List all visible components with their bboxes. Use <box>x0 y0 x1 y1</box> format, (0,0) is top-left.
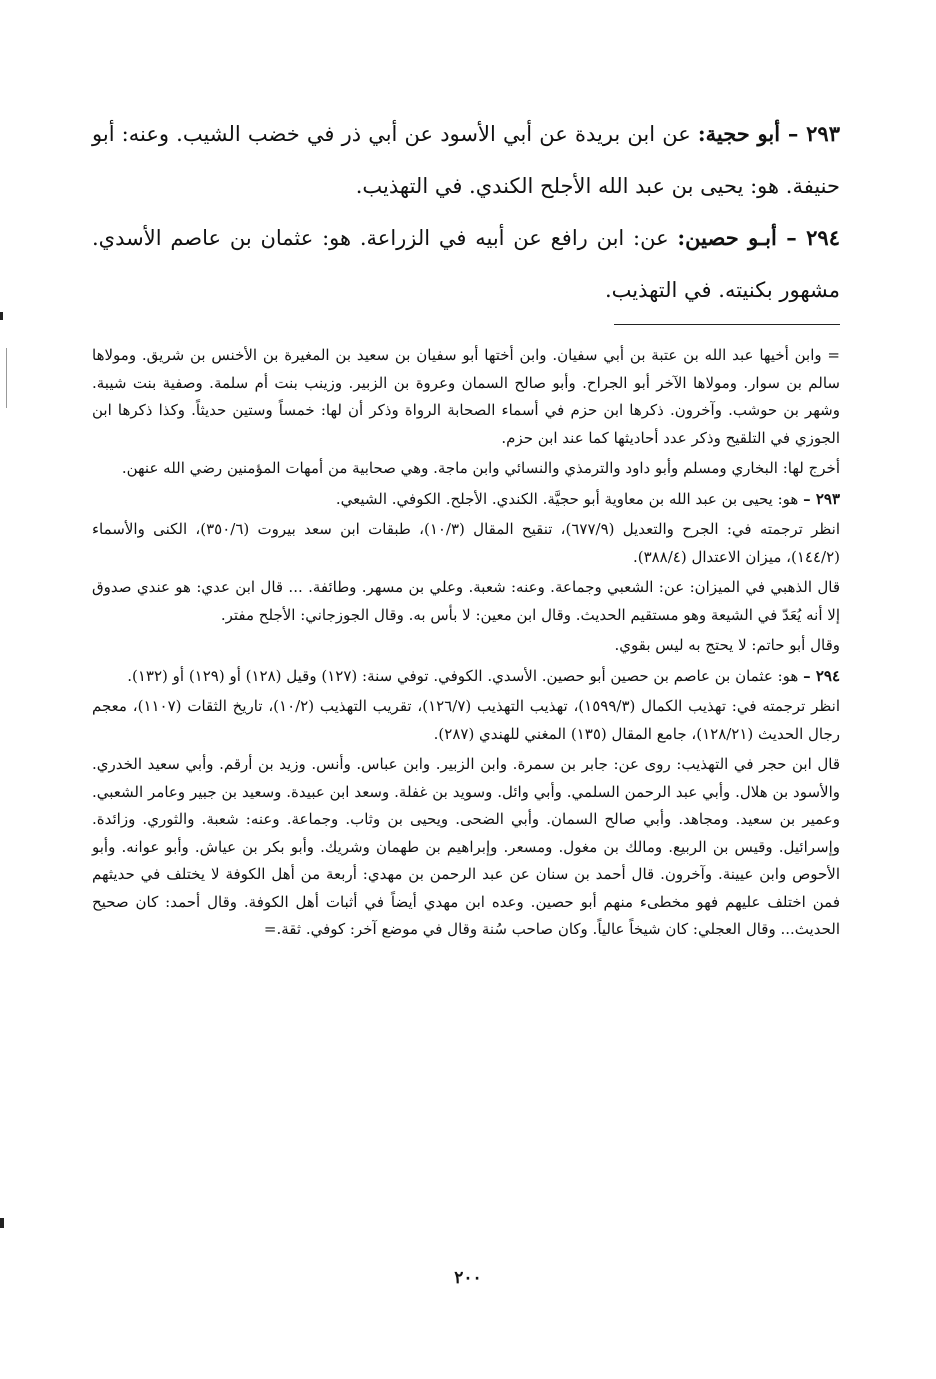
footnote-paragraph <box>92 455 840 483</box>
scan-mark <box>0 312 3 320</box>
entry-number: ٢٩٣ <box>806 121 840 146</box>
footnote-text: انظر ترجمته في: الجرح والتعديل (٦٧٧/٩)، تنقيح المقال (١٠/٣)، طبقات ابن سعد بيروت (٣٥٠/٦)، الكنى والأسماء (١٤٤/٢)، ميزان الاعتدال (٣٨٨/٤). <box>92 520 840 566</box>
footnote-294 <box>92 663 840 691</box>
footnote-number: ٢٩٤ – <box>803 666 840 685</box>
footnote-number: ٢٩٣ – <box>803 489 840 508</box>
entry-number: ٢٩٤ <box>806 225 840 250</box>
scan-mark <box>6 348 7 408</box>
footnote-paragraph <box>92 342 840 452</box>
footnote-293 <box>92 486 840 514</box>
main-entries <box>92 108 840 316</box>
entry-294 <box>92 212 840 316</box>
entry-text: عن: ابن رافع عن أبيه في الزراعة. هو: عثمان بن عاصم الأسدي. مشهور بكنيته. في التهذيب. <box>92 226 840 302</box>
entry-dash: – <box>776 225 807 250</box>
footnote-text: = وابن أخيها عبد الله بن عتبة بن أبي سفيان. وابن أختها أبو سفيان بن سعيد بن المغيرة بن الأخنس بن شريق. ومولاها سالم بن سوار. ومولاها الآخر أبو الجراح. وأبو صالح السمان وعروة بن الزبير. وزينب بنت أم سلمة. وصفية بنت شيبة. وشهر بن حوشب. وآخرون. ذكرها ابن حزم في أسماء الصحابة الرواة وذكر أن لها: خمساً وستين حديثاً. وكذا ذكرها ابن الجوزي في التلقيح وذكر عدد أحاديثها كما عند ابن حزم. <box>92 346 840 447</box>
footnote-text: قال ابن حجر في التهذيب: روى عن: جابر بن سمرة. وابن الزبير. وابن عباس. وأنس. وزيد بن أرقم. وأبي سعيد الخدري. والأسود بن هلال. وأبي عبد الرحمن السلمي. وأبي وائل. وسويد بن غفلة. وسعد ابن عبيدة. وسعيد بن جبير وعامر الشعبي. وعمير بن سعيد. ومجاهد. وأبي صالح السمان. وأبي الضحى. ويحيى بن وثاب. وجماعة. وعنه: شعبة. والثوري. وزائدة. وإسرائيل. وقيس بن الربيع. ومالك بن مغول. ومسعر. وإبراهيم بن طهمان وشريك. وأبو بكر بن عياش. وأبو عوانه. وأبو الأحوص وابن عيينة. وآخرون. قال أحمد بن سنان عن عبد الرحمن بن مهدي: أربعة من أهل الكوفة لا يختلف في حديثهم فمن اختلف عليهم فهو مخطىء منهم أبو حصين. وعده ابن مهدي أيضاً في أثبات أهل الكوفة. وقال أحمد: كان صحيح الحديث... وقال العجلي: كان شيخاً عالياً. وكان صاحب سُنة وقال في موضع آخر: كوفي. ثقة.= <box>92 755 840 938</box>
entry-name: أبـو حصين: <box>677 225 777 250</box>
entry-text: عن ابن بريدة عن أبي الأسود عن أبي ذر في خضب الشيب. وعنه: أبو حنيفة. هو: يحيى بن عبد الله الأجلح الكندي. في التهذيب. <box>92 122 840 198</box>
footnote-separator <box>614 324 840 325</box>
footnote-paragraph <box>92 751 840 944</box>
footnotes <box>92 342 840 947</box>
footnote-text: هو: يحيى بن عبد الله بن معاوية أبو حجيَّة. الكندي. الأجلح. الكوفي. الشيعي. <box>335 489 804 508</box>
page-number: ٢٠٠ <box>454 1268 482 1288</box>
entry-dash: – <box>780 121 807 146</box>
entry-293 <box>92 108 840 212</box>
scan-mark <box>0 1218 4 1228</box>
entry-name: أبو حجية: <box>697 121 781 146</box>
footnote-paragraph <box>92 574 840 629</box>
footnote-text: انظر ترجمته في: تهذيب الكمال (١٥٩٩/٣)، تهذيب التهذيب (١٢٦/٧)، تقريب التهذيب (١٠/٢)، تاريخ الثقات (١١٠٧)، معجم رجال الحديث (١٢٨/٢١)، جامع المقال (١٣٥) المغني للهندي (٢٨٧). <box>92 697 841 743</box>
footnote-text: وقال أبو حاتم: لا يحتج به ليس بقوي. <box>614 636 840 654</box>
footnote-paragraph <box>92 632 840 660</box>
footnote-text: قال الذهبي في الميزان: عن: الشعبي وجماعة. وعنه: شعبة. وعلي بن مسهر. وطائفة. ... قال ابن عدي: هو عندي صدوق إلا أنه يُعَدّ في الشيعة وهو مستقيم الحديث. وقال ابن معين: لا بأس به. وقال الجوزجاني: الأجلح مفتر. <box>92 578 840 624</box>
footnote-paragraph <box>92 693 840 748</box>
footnote-text: أخرج لها: البخاري ومسلم وأبو داود والترمذي والنسائي وابن ماجة. وهي صحابية من أمهات المؤمنين رضي الله عنهن. <box>121 459 840 477</box>
footnote-text: هو: عثمان بن عاصم بن حصين أبو حصين. الأسدي. الكوفي. توفي سنة: (١٢٧) وقيل (١٢٨) أو (١٢٩) أو (١٣٢). <box>127 666 804 685</box>
footnote-paragraph <box>92 516 840 571</box>
